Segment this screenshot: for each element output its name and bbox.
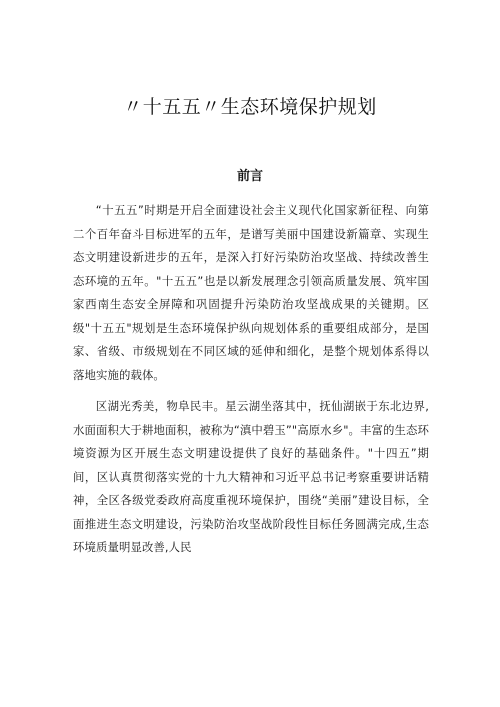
paragraph: 区湖光秀美，物阜民丰。星云湖坐落其中，抚仙湖嵌于东北边界,水面面积大于耕地面积，被称为“滇中碧玉”"高原水乡"。丰富的生态环境资源为区开展生态文明建设提供了良好的基础条件。"十四五”期间，区认真贯彻落实党的十九大精神和习近平总书记考察重要讲话精神，全区各级党委政府高度重视环境保护，围绕“美丽”建设目标，全面推进生态文明建设，污染防治攻坚战阶段性目标任务圆满完成,生态环境质量明显改善,人民 — [73, 399, 429, 554]
document-title: 〃十五五〃生态环境保护规划 — [123, 96, 377, 118]
paragraph: “十五五”时期是开启全面建设社会主义现代化国家新征程、向第二个百年奋斗目标进军的五年，是谱写美丽中国建设新篇章、实现生态文明建设新进步的五年，是深入打好污染防治攻坚战、持续改善生态环境的五年。"十五五”也是以新发展理念引领高质量发展、筑牢国家西南生态安全屏障和巩固提升污染防治攻坚战成果的关键期。区级"十五五"规划是生态环境保护纵向规划体系的重要组成部分，是国家、省级、市级规划在不同区域的延伸和细化，是整个规划体系得以落地实施的载体。 — [73, 203, 429, 382]
document-body — [73, 199, 429, 568]
section-heading-preface: 前言 — [236, 169, 263, 184]
